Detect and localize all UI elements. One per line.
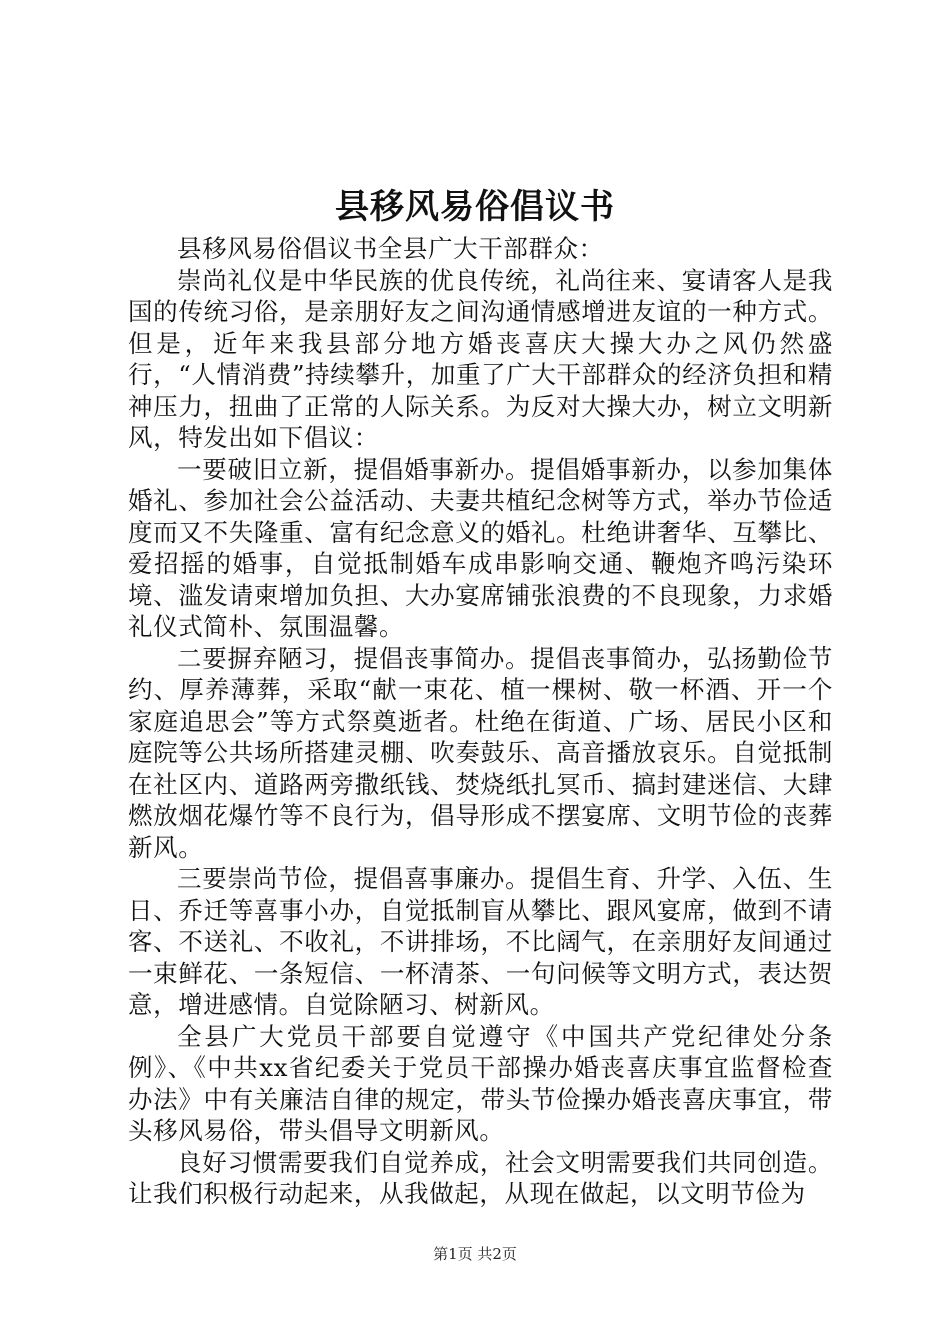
page-indicator: 第1页 共2页 bbox=[433, 1245, 517, 1263]
salutation: 县移风易俗倡议书全县广大干部群众： bbox=[177, 234, 604, 263]
document-body bbox=[128, 233, 833, 1210]
paragraph-celebration: 三要崇尚节俭，提倡喜事廉办。提倡生育、升学、入伍、生日、乔迁等喜事小办，自觉抵制盲从攀比、跟风宴席，做到不请客、不送礼、不收礼，不讲排场，不比阔气，在亲朋好友间通过一束鲜花、一条短信、一杯清茶、一句问候等文明方式，表达贺意，增进感情。自觉除陋习、树新风。 bbox=[128, 864, 833, 1019]
paragraph-closing: 良好习惯需要我们自觉养成，社会文明需要我们共同创造。让我们积极行动起来，从我做起，从现在做起，以文明节俭为 bbox=[128, 1147, 833, 1208]
paragraph-funeral: 二要摒弃陋习，提倡丧事简办。提倡丧事简办，弘扬勤俭节约、厚养薄葬，采取“献一束花、植一棵树、敬一杯酒、开一个家庭追思会”等方式祭奠逝者。杜绝在街道、广场、居民小区和庭院等公共场所搭建灵棚、吹奏鼓乐、高音播放哀乐。自觉抵制在社区内、道路两旁撒纸钱、焚烧纸扎冥币、搞封建迷信、大肆燃放烟花爆竹等不良行为，倡导形成不摆宴席、文明节俭的丧葬新风。 bbox=[128, 643, 833, 862]
paragraph-intro: 崇尚礼仪是中华民族的优良传统，礼尚往来、宴请客人是我国的传统习俗，是亲朋好友之间沟通情感增进友谊的一种方式。但是，近年来我县部分地方婚丧喜庆大操大办之风仍然盛行，“人情消费”持续攀升，加重了广大干部群众的经济负担和精神压力，扭曲了正常的人际关系。为反对大操大办，树立文明新风，特发出如下倡议： bbox=[128, 265, 833, 452]
paragraph-party-members: 全县广大党员干部要自觉遵守《中国共产党纪律处分条例》、《中共xx省纪委关于党员干部操办婚丧喜庆事宜监督检查办法》中有关廉洁自律的规定，带头节俭操办婚丧喜庆事宜，带头移风易俗，带头倡导文明新风。 bbox=[128, 1021, 833, 1145]
paragraph-wedding: 一要破旧立新，提倡婚事新办。提倡婚事新办，以参加集体婚礼、参加社会公益活动、夫妻共植纪念树等方式，举办节俭适度而又不失隆重、富有纪念意义的婚礼。杜绝讲奢华、互攀比、爱招摇的婚事，自觉抵制婚车成串影响交通、鞭炮齐鸣污染环境、滥发请柬增加负担、大办宴席铺张浪费的不良现象，力求婚礼仪式简朴、氛围温馨。 bbox=[128, 454, 833, 641]
document-title: 县移风易俗倡议书 bbox=[335, 187, 615, 227]
